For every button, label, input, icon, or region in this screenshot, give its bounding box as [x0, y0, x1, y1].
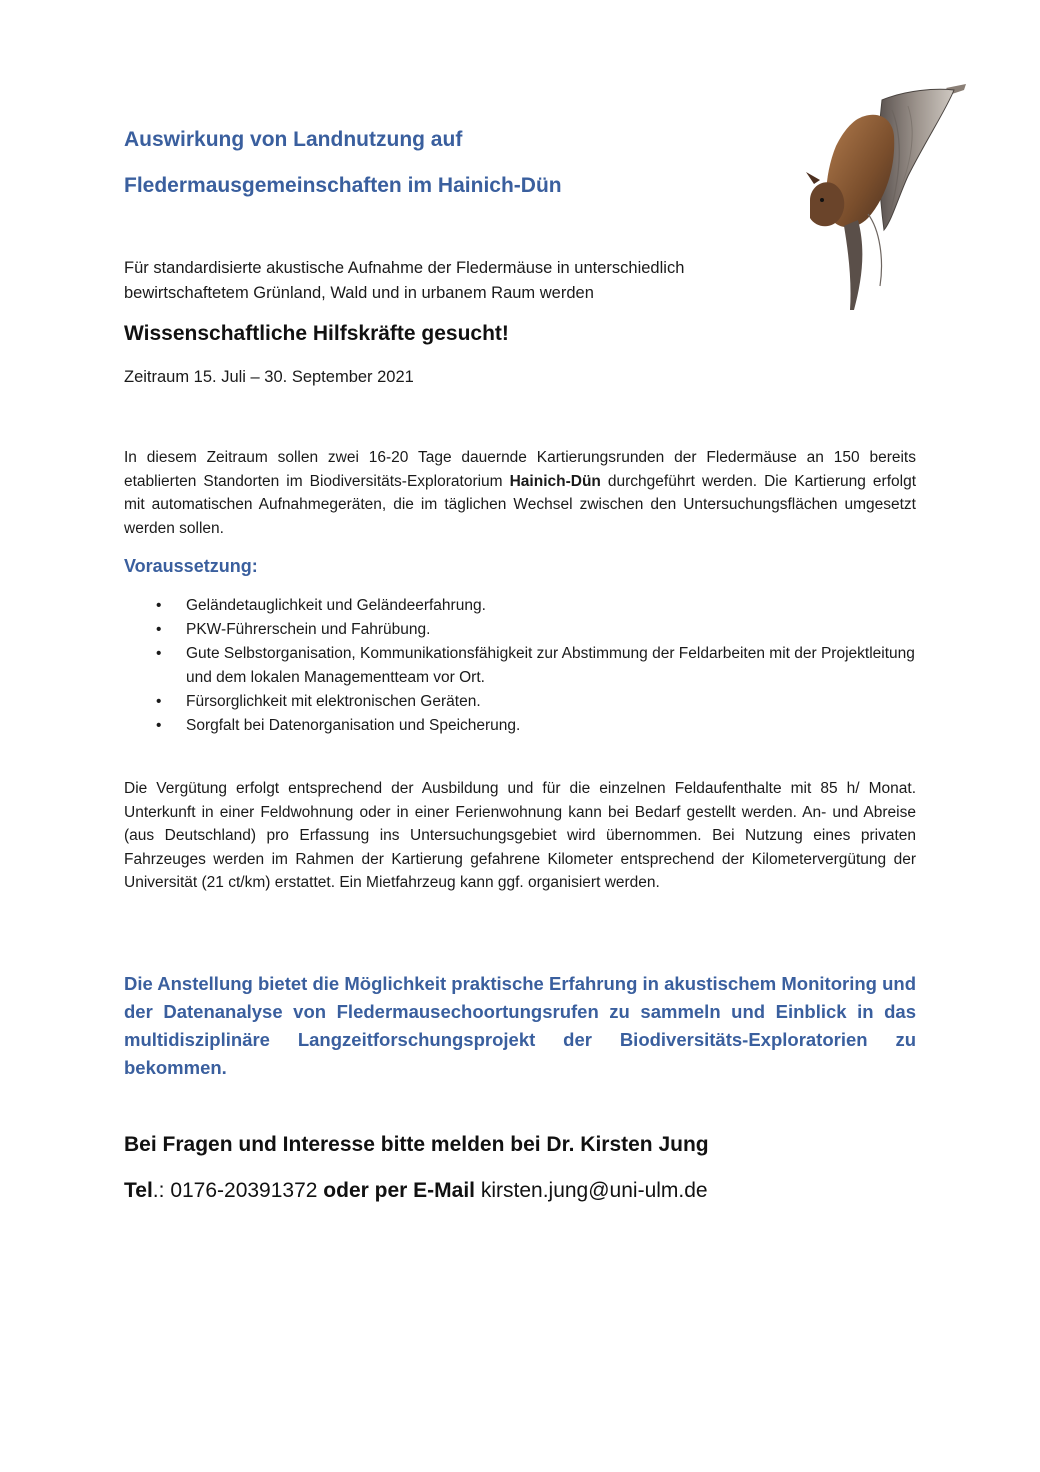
intro-line-2: bewirtschaftetem Grünland, Wald und in urbanem Raum werden [124, 284, 594, 302]
title-line-1: Auswirkung von Landnutzung auf [124, 128, 463, 151]
bullet-icon: • [156, 693, 162, 710]
list-item [124, 714, 916, 738]
requirement-text: Fürsorglichkeit mit elektronischen Geräten. [186, 693, 481, 710]
contact-details [124, 1179, 708, 1203]
tel-label: Tel [124, 1179, 153, 1202]
email-label: oder per E-Mail [317, 1179, 481, 1202]
bullet-icon: • [156, 717, 162, 734]
contact-heading: Bei Fragen und Interesse bitte melden bei Dr. Kirsten Jung [124, 1133, 709, 1156]
period-text: Zeitraum 15. Juli – 30. September 2021 [124, 368, 414, 386]
intro-line-1: Für standardisierte akustische Aufnahme der Fledermäuse in unterschiedlich [124, 259, 685, 277]
list-item [124, 642, 916, 690]
location-name: Hainich-Dün [509, 472, 601, 490]
description-part-2: durchgeführt werden. Die Kartierung erfolgt mit automatischen Aufnahmegeräten, die im täglichen Wechsel zwischen den Untersuchungsflächen umgesetzt werden sollen. [124, 472, 916, 537]
requirements-heading: Voraussetzung: [124, 556, 258, 576]
highlight-paragraph: Die Anstellung bietet die Möglichkeit praktische Erfahrung in akustischem Monitoring und der Datenanalyse von Fledermausechoortungsrufen zu sammeln und Einblick in das multidisziplinäre Langzeitforschungsprojekt der Biodiversitäts-Exploratorien zu bekommen. [124, 973, 916, 1078]
description-paragraph [124, 446, 916, 540]
title-line-2: Fledermausgemeinschaften im Hainich-Dün [124, 174, 562, 197]
tel-separator: .: [152, 1179, 171, 1202]
list-item [124, 618, 916, 642]
requirement-text: PKW-Führerschein und Fahrübung. [186, 621, 431, 638]
list-item [124, 690, 916, 714]
bullet-icon: • [156, 597, 162, 614]
bat-illustration [796, 80, 968, 316]
requirements-list [124, 594, 916, 738]
list-item [124, 594, 916, 618]
intro-text [124, 256, 804, 306]
requirement-text: Gute Selbstorganisation, Kommunikationsfähigkeit zur Abstimmung der Feldarbeiten mit der Projektleitung und dem lokalen Managementteam vor Ort. [186, 645, 915, 686]
phone-number[interactable]: 0176-20391372 [170, 1179, 318, 1202]
email-address[interactable]: kirsten.jung@uni-ulm.de [480, 1179, 708, 1202]
compensation-paragraph: Die Vergütung erfolgt entsprechend der Ausbildung und für die einzelnen Feldaufenthalte mit 85 h/ Monat. Unterkunft in einer Feldwohnung oder in einer Ferienwohnung kann bei Bedarf gestellt werden. An- und Abreise (aus Deutschland) pro Erfassung ins Untersuchungsgebiet wird übernommen. Bei Nutzung eines privaten Fahrzeuges werden im Rahmen der Kartierung gefahrene Kilometer entsprechend der Kilometervergütung der Universität (21 ct/km) erstattet. Ein Mietfahrzeug kann ggf. organisiert werden. [124, 780, 916, 891]
bullet-icon: • [156, 645, 162, 662]
requirement-text: Sorgfalt bei Datenorganisation und Speicherung. [186, 717, 521, 734]
bullet-icon: • [156, 621, 162, 638]
description-part-1: In diesem Zeitraum sollen zwei 16-20 Tage dauernde Kartierungsrunden der Fledermäuse an 150 bereits etablierten Standorten im Biodiversitäts-Exploratorium [124, 449, 916, 490]
wanted-heading: Wissenschaftliche Hilfskräfte gesucht! [124, 322, 509, 345]
requirement-text: Geländetauglichkeit und Geländeerfahrung. [186, 597, 486, 614]
